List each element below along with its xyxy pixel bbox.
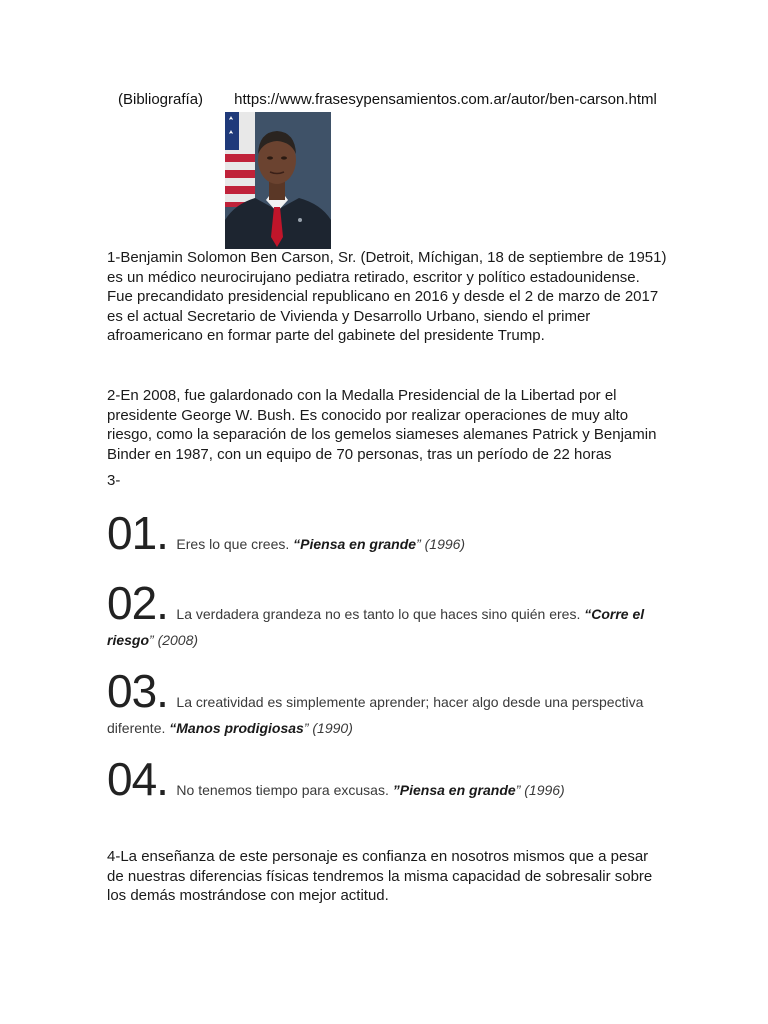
paragraph-2: 2-En 2008, fue galardonado con la Medalla Presidencial de la Libertad por el presidente George W. Bush. Es conocido por realizar operaciones de muy alto riesgo, como la separación de los gemelos siameses alemanes Patrick y Benjamin Binder en 1987, con un equipo de 70 personas, tras un período de 22 horas xyxy=(107,387,657,463)
quote-number: 03 xyxy=(107,665,157,717)
quote-year: ” (1996) xyxy=(416,536,466,552)
paragraph-3-heading: 3- xyxy=(107,472,121,489)
quote-number: 01 xyxy=(107,507,157,559)
quote-number: 04 xyxy=(107,753,157,805)
paragraph-1: 1-Benjamin Solomon Ben Carson, Sr. (Detroit, Míchigan, 18 de septiembre de 1951) es un médico neurocirujano pediatra retirado, escritor y político estadounidense. Fue precandidato presidencial republicano en 2016 y desde el 2 de marzo de 2017 es el actual Secretario de Vivienda y Desarrollo Urbano, siendo el primer afroamericano en formar parte del gabinete del presidente Trump. xyxy=(107,249,667,344)
quote-number: 02 xyxy=(107,577,157,629)
quote-continuation xyxy=(107,718,667,738)
quote-book: “Piensa en grande xyxy=(293,536,417,552)
quote-text: Eres lo que crees. xyxy=(176,536,294,552)
quote-item xyxy=(107,753,667,805)
portrait-photo xyxy=(225,112,331,249)
quote-year: ” (2008) xyxy=(149,632,199,648)
quote-text: La verdadera grandeza no es tanto lo que haces sino quién eres. xyxy=(176,606,585,622)
quote-dot: . xyxy=(156,665,169,717)
portrait-illustration xyxy=(225,112,331,249)
quote-item xyxy=(107,507,667,559)
quote-book: “Manos prodigiosas xyxy=(169,720,304,736)
bibliography-url[interactable]: https://www.frasesypensamientos.com.ar/autor/ben-carson.html xyxy=(234,91,657,108)
bibliography-label: (Bibliografía) xyxy=(118,91,204,108)
quote-book: “Corre el xyxy=(584,606,645,622)
bibliography-line xyxy=(118,90,657,110)
quote-book-cont: riesgo xyxy=(107,632,150,648)
quote-continuation xyxy=(107,630,667,650)
quote-year: ” (1990) xyxy=(303,720,353,736)
quote-dot: . xyxy=(156,577,169,629)
quote-dot: . xyxy=(156,753,169,805)
quote-year: ” (1996) xyxy=(515,782,565,798)
quote-text-cont: diferente. xyxy=(107,720,170,736)
quote-text: La creatividad es simplemente aprender; hacer algo desde una perspectiva xyxy=(176,694,644,710)
quote-book: ”Piensa en grande xyxy=(392,782,516,798)
quote-item xyxy=(107,577,667,650)
quote-dot: . xyxy=(156,507,169,559)
paragraph-4: 4-La enseñanza de este personaje es confianza en nosotros mismos que a pesar de nuestras diferencias físicas tendremos la misma capacidad de sobresalir sobre los demás mostrándose con mejor actitud. xyxy=(107,848,653,904)
quote-text: No tenemos tiempo para excusas. xyxy=(176,782,393,798)
quote-item xyxy=(107,665,667,738)
